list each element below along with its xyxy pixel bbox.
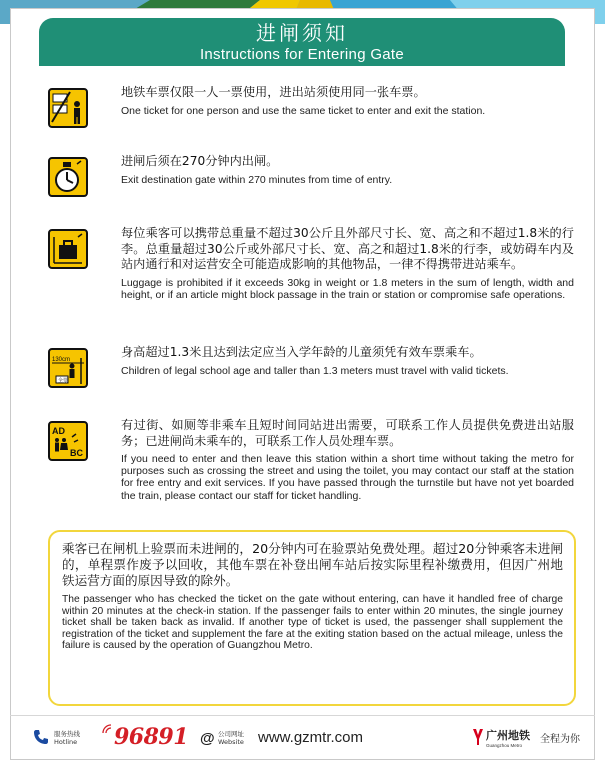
rule-en-text: Exit destination gate within 270 minutes from time of entry.	[121, 173, 393, 186]
header-banner	[39, 18, 565, 66]
height-label: 130cm	[52, 357, 71, 363]
rule-cn-text: 进闸后须在270分钟内出闸。	[121, 154, 279, 168]
ticket-label: 全票	[58, 378, 69, 384]
rule-cn-text: 身高超过1.3米且达到法定应当入学年龄的儿童须凭有效车票乘车。	[121, 345, 482, 359]
brand-name-cn: 广州地铁	[486, 729, 530, 742]
rule-cn-text: 有过街、如厕等非乘车且短时间同站进出需要，可联系工作人员提供免费进出站服务；已进闸尚未乘车的，可联系工作人员处理车票。	[121, 418, 574, 448]
website-label-en: Website	[218, 738, 244, 746]
brand-slogan: 全程为你	[540, 734, 580, 745]
rule-en-text: Children of legal school age and taller than 1.3 meters must travel with valid tickets.	[121, 364, 509, 377]
gate-notice-box	[48, 530, 576, 706]
metro-logo-icon	[472, 728, 484, 751]
luggage-icon	[48, 229, 88, 269]
rule-cn-text: 地铁车票仅限一人一票使用，进出站须使用同一张车票。	[121, 85, 426, 99]
website-label	[218, 730, 244, 746]
rule-one-ticket	[48, 85, 578, 128]
phone-icon	[33, 729, 49, 750]
hotline-label-cn: 服务热线	[54, 730, 80, 738]
footer	[10, 715, 595, 760]
rule-en-text: One ticket for one person and use the same ticket to enter and exit the station.	[121, 104, 486, 117]
at-icon: @	[200, 730, 215, 747]
pass-through-icon	[48, 421, 88, 461]
rule-luggage	[48, 226, 578, 301]
ad-label: AD	[52, 426, 65, 436]
rule-en-text: Luggage is prohibited if it exceeds 30kg in weight or 1.8 meters in the sum of length, width and height, or if an article might block passage in the train or station or compromise safe operations.	[121, 276, 574, 301]
rule-time-limit	[48, 154, 578, 197]
website-label-cn: 公司网址	[218, 730, 244, 738]
notice-en-text: The passenger who has checked the ticket on the gate without entering, can have it handled free of charge within 20 minutes at the check-in station. If the passenger fails to enter within 20 minutes, the single journey ticket shall be taken back as invalid. If another type of ticket is used, the passenger shall supplement the registration of the ticket and supplement the fare at the exiting station based on the actual mileage, unless the failure is caused by the operation of Guangzhou Metro.	[62, 594, 563, 652]
rule-cn-text: 每位乘客可以携带总重量不超过30公斤且外部尺寸长、宽、高之和不超过1.8米的行李。总重量超过30公斤或外部尺寸长、宽、高之和超过1.8米的行李，或妨碍车内及站内通行和对运营安全可能造成影响的其他物品，一律不得携带进站乘车。	[121, 226, 574, 271]
website-link[interactable]: www.gzmtr.com	[258, 729, 364, 746]
hotline-label-en: Hotline	[54, 738, 78, 746]
one-ticket-icon	[48, 88, 88, 128]
page-title-cn: 进闸须知	[256, 21, 348, 45]
child-height-icon	[48, 348, 88, 388]
rule-child-ticket	[48, 345, 578, 388]
rule-en-text: If you need to enter and then leave this station within a short time without taking the metro for purposes such as crossing the street and using the toilet, you may contact our staff at the station for free entry and exit services. If you have passed through the turnstile but have not yet boarded the train, please contact our staff for ticket handling.	[121, 453, 574, 502]
timer-icon	[48, 157, 88, 197]
rule-pass-through	[48, 418, 578, 502]
bc-label: BC	[70, 448, 83, 458]
page-title-en: Instructions for Entering Gate	[199, 46, 405, 63]
hotline-number[interactable]: 96891	[114, 724, 189, 750]
hotline-label	[54, 730, 80, 746]
metro-brand	[486, 727, 530, 749]
notice-cn-text: 乘客已在闸机上验票而未进闸的，20分钟内可在验票站免费处理。超过20分钟乘客未进闸的，单程票作废予以回收，其他车票在补登出闸车站后按实际里程补缴费用，但因广州地铁运营方面的原因导致的除外。	[62, 541, 563, 588]
brand-name-en: Guangzhou Metro	[486, 743, 523, 748]
